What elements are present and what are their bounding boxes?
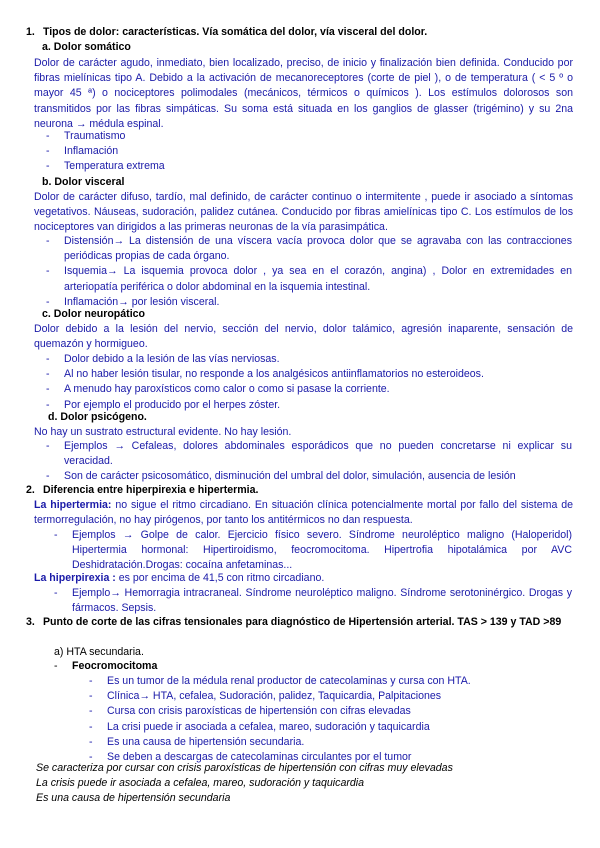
list-item: - Son de carácter psicosomático, disminución del umbral del dolor, simulación, ausencia de lesión	[46, 470, 516, 483]
list-item: - Al no haber lesión tisular, no responde a los analgésicos antiinflamatorios no esteroideos.	[46, 368, 484, 381]
visceral-pain-paragraph: Dolor de carácter difuso, tardío, mal definido, de carácter continuo o intermitente , puede ir asociado a síntomas vegetativos. Náuseas, sudoración, palidez cutánea. Conducido por fibras amielínicas tipo C. Los estímulos de los nociceptores van dirigidos a las primeras neuronas de la vía parasimpática.	[34, 191, 573, 234]
list-item: - Ejemplos → Golpe de calor. Ejercicio físico severo. Síndrome neuroléptico maligno (Haloperidol) Hipertermia hormonal: Hipertiroidismo, feocromocitoma. Hipertrofia hipotalámica por AVC Deshidratación.Drogas: cocaína anfetaminas...	[54, 529, 572, 572]
pheochromocytoma-list	[89, 674, 577, 765]
subsection-b-title: b. Dolor visceral	[42, 176, 125, 188]
list-item: - Traumatismo	[46, 130, 126, 142]
hyperpyrexia-paragraph	[34, 571, 573, 586]
section-title: Punto de corte de las cifras tensionales para diagnóstico de Hipertensión arterial. TAS > 139 y TAD >89	[42, 616, 562, 628]
list-item: - Es una causa de hipertensión secundaria.	[89, 735, 305, 748]
somatic-pain-list	[46, 129, 564, 175]
list-item: - Inflamación	[46, 145, 119, 158]
subsection-d-title: d. Dolor psicógeno.	[48, 411, 147, 423]
visceral-pain-list	[46, 234, 572, 310]
hyperthermia-text: no sigue el ritmo circadiano. En situación clínica potencialmente mortal por fallo del sistema de termorregulación, no hay pirógenos, por tanto los antitérmicos no dan respuesta.	[34, 499, 573, 527]
list-item: - Ejemplos → Cefaleas, dolores abdominales esporádicos que no pueden concretarse ni explicar su veracidad.	[46, 440, 572, 468]
list-item: - Clínica→ HTA, cefalea, Sudoración, palidez, Taquicardia, Palpitaciones	[89, 690, 442, 703]
hyperthermia-list	[54, 528, 572, 574]
hyperthermia-paragraph	[34, 498, 573, 528]
hyperthermia-label: La hipertermia:	[34, 499, 112, 511]
list-item: - A menudo hay paroxísticos como calor o como si pasase la corriente.	[46, 383, 390, 396]
list-item: - Se deben a descargas de catecolaminas circulantes por el tumor	[89, 751, 412, 764]
list-item: - Es un tumor de la médula renal productor de catecolaminas y cursa con HTA.	[89, 675, 471, 687]
list-item: - Inflamación→ por lesión visceral.	[46, 295, 220, 308]
subsection-a-title: a. Dolor somático	[42, 41, 131, 53]
list-item: - Isquemia→ La isquemia provoca dolor , ya sea en el corazón, angina) , Dolor en extremidades en arteriopatía periférica o dolor abdominal en la isquemia intestinal.	[46, 265, 572, 293]
hyperpyrexia-list	[54, 586, 572, 616]
section-number: 1.	[26, 26, 35, 38]
hyperpyrexia-label: La hiperpirexia :	[34, 572, 116, 584]
list-item: - Dolor debido a la lesión de las vías nerviosas.	[46, 353, 280, 365]
italic-note-line: Se caracteriza por cursar con crisis paroxísticas de hipertensión con cifras muy elevadas	[36, 762, 453, 774]
section-title: Diferencia entre hiperpirexia e hipertermia.	[42, 484, 259, 496]
section-title: Tipos de dolor: características. Vía somática del dolor, vía visceral del dolor.	[42, 26, 428, 38]
list-item: - Ejemplo→ Hemorragia intracraneal. Síndrome neuroléptico maligno. Síndrome serotoninérgico. Drogas y fármacos. Sepsis.	[54, 587, 572, 615]
list-item: - Temperatura extrema	[46, 160, 165, 173]
list-item: - La crisi puede ir asociada a cefalea, mareo, sudoración y taquicardia	[89, 720, 430, 733]
psychogenic-pain-paragraph: No hay un sustrato estructural evidente. No hay lesión.	[34, 426, 292, 438]
italic-note-line: La crisis puede ir asociada a cefalea, mareo, sudoración y taquicardia	[36, 777, 365, 789]
section-2-heading	[26, 483, 258, 498]
list-item: - Por ejemplo el producido por el herpes zóster.	[46, 398, 281, 411]
neuropathic-pain-paragraph: Dolor debido a la lesión del nervio, sección del nervio, dolor talámico, agresión inaparente, sensación de quemazón y hormigueo.	[34, 323, 573, 351]
somatic-pain-paragraph: Dolor de carácter agudo, inmediato, bien localizado, preciso, de inicio y finalización bien definida. Conducido por fibras mielínicas tipo A. Debido a la activación de mecanoreceptores (corte de piel ), o de temperatura ( < 5 º o mayor 45 ª) o nociceptores polimodales (mecánicos, térmicos o químicos ). Los estímulos dolorosos son transmitidos por las fibras simpáticas. Su soma está situada en los ganglios de glasser (trigémino) y su 2na neurona → médula espinal.	[34, 57, 573, 130]
hyperpyrexia-text: es por encima de 41,5 con ritmo circadiano.	[115, 572, 325, 584]
psychogenic-pain-list	[46, 439, 572, 485]
pheochromocytoma-heading: - Feocromocitoma	[54, 660, 158, 672]
italic-note-line: Es una causa de hipertensión secundaria	[36, 792, 231, 804]
secondary-hta-item: a) HTA secundaria.	[54, 646, 144, 658]
section-1-heading	[26, 25, 427, 40]
list-item: - Distensión→ La distensión de una víscera vacía provoca dolor que se agravaba con las contracciones periódicas propias de cada órgano.	[46, 235, 572, 263]
section-number: 2.	[26, 484, 35, 496]
section-3-heading	[26, 615, 574, 630]
list-item: - Cursa con crisis paroxísticas de hipertensión con cifras elevadas	[89, 705, 411, 718]
neuropathic-pain-list	[46, 352, 572, 413]
section-number: 3.	[26, 616, 35, 628]
subsection-c-title: c. Dolor neuropático	[42, 308, 146, 320]
